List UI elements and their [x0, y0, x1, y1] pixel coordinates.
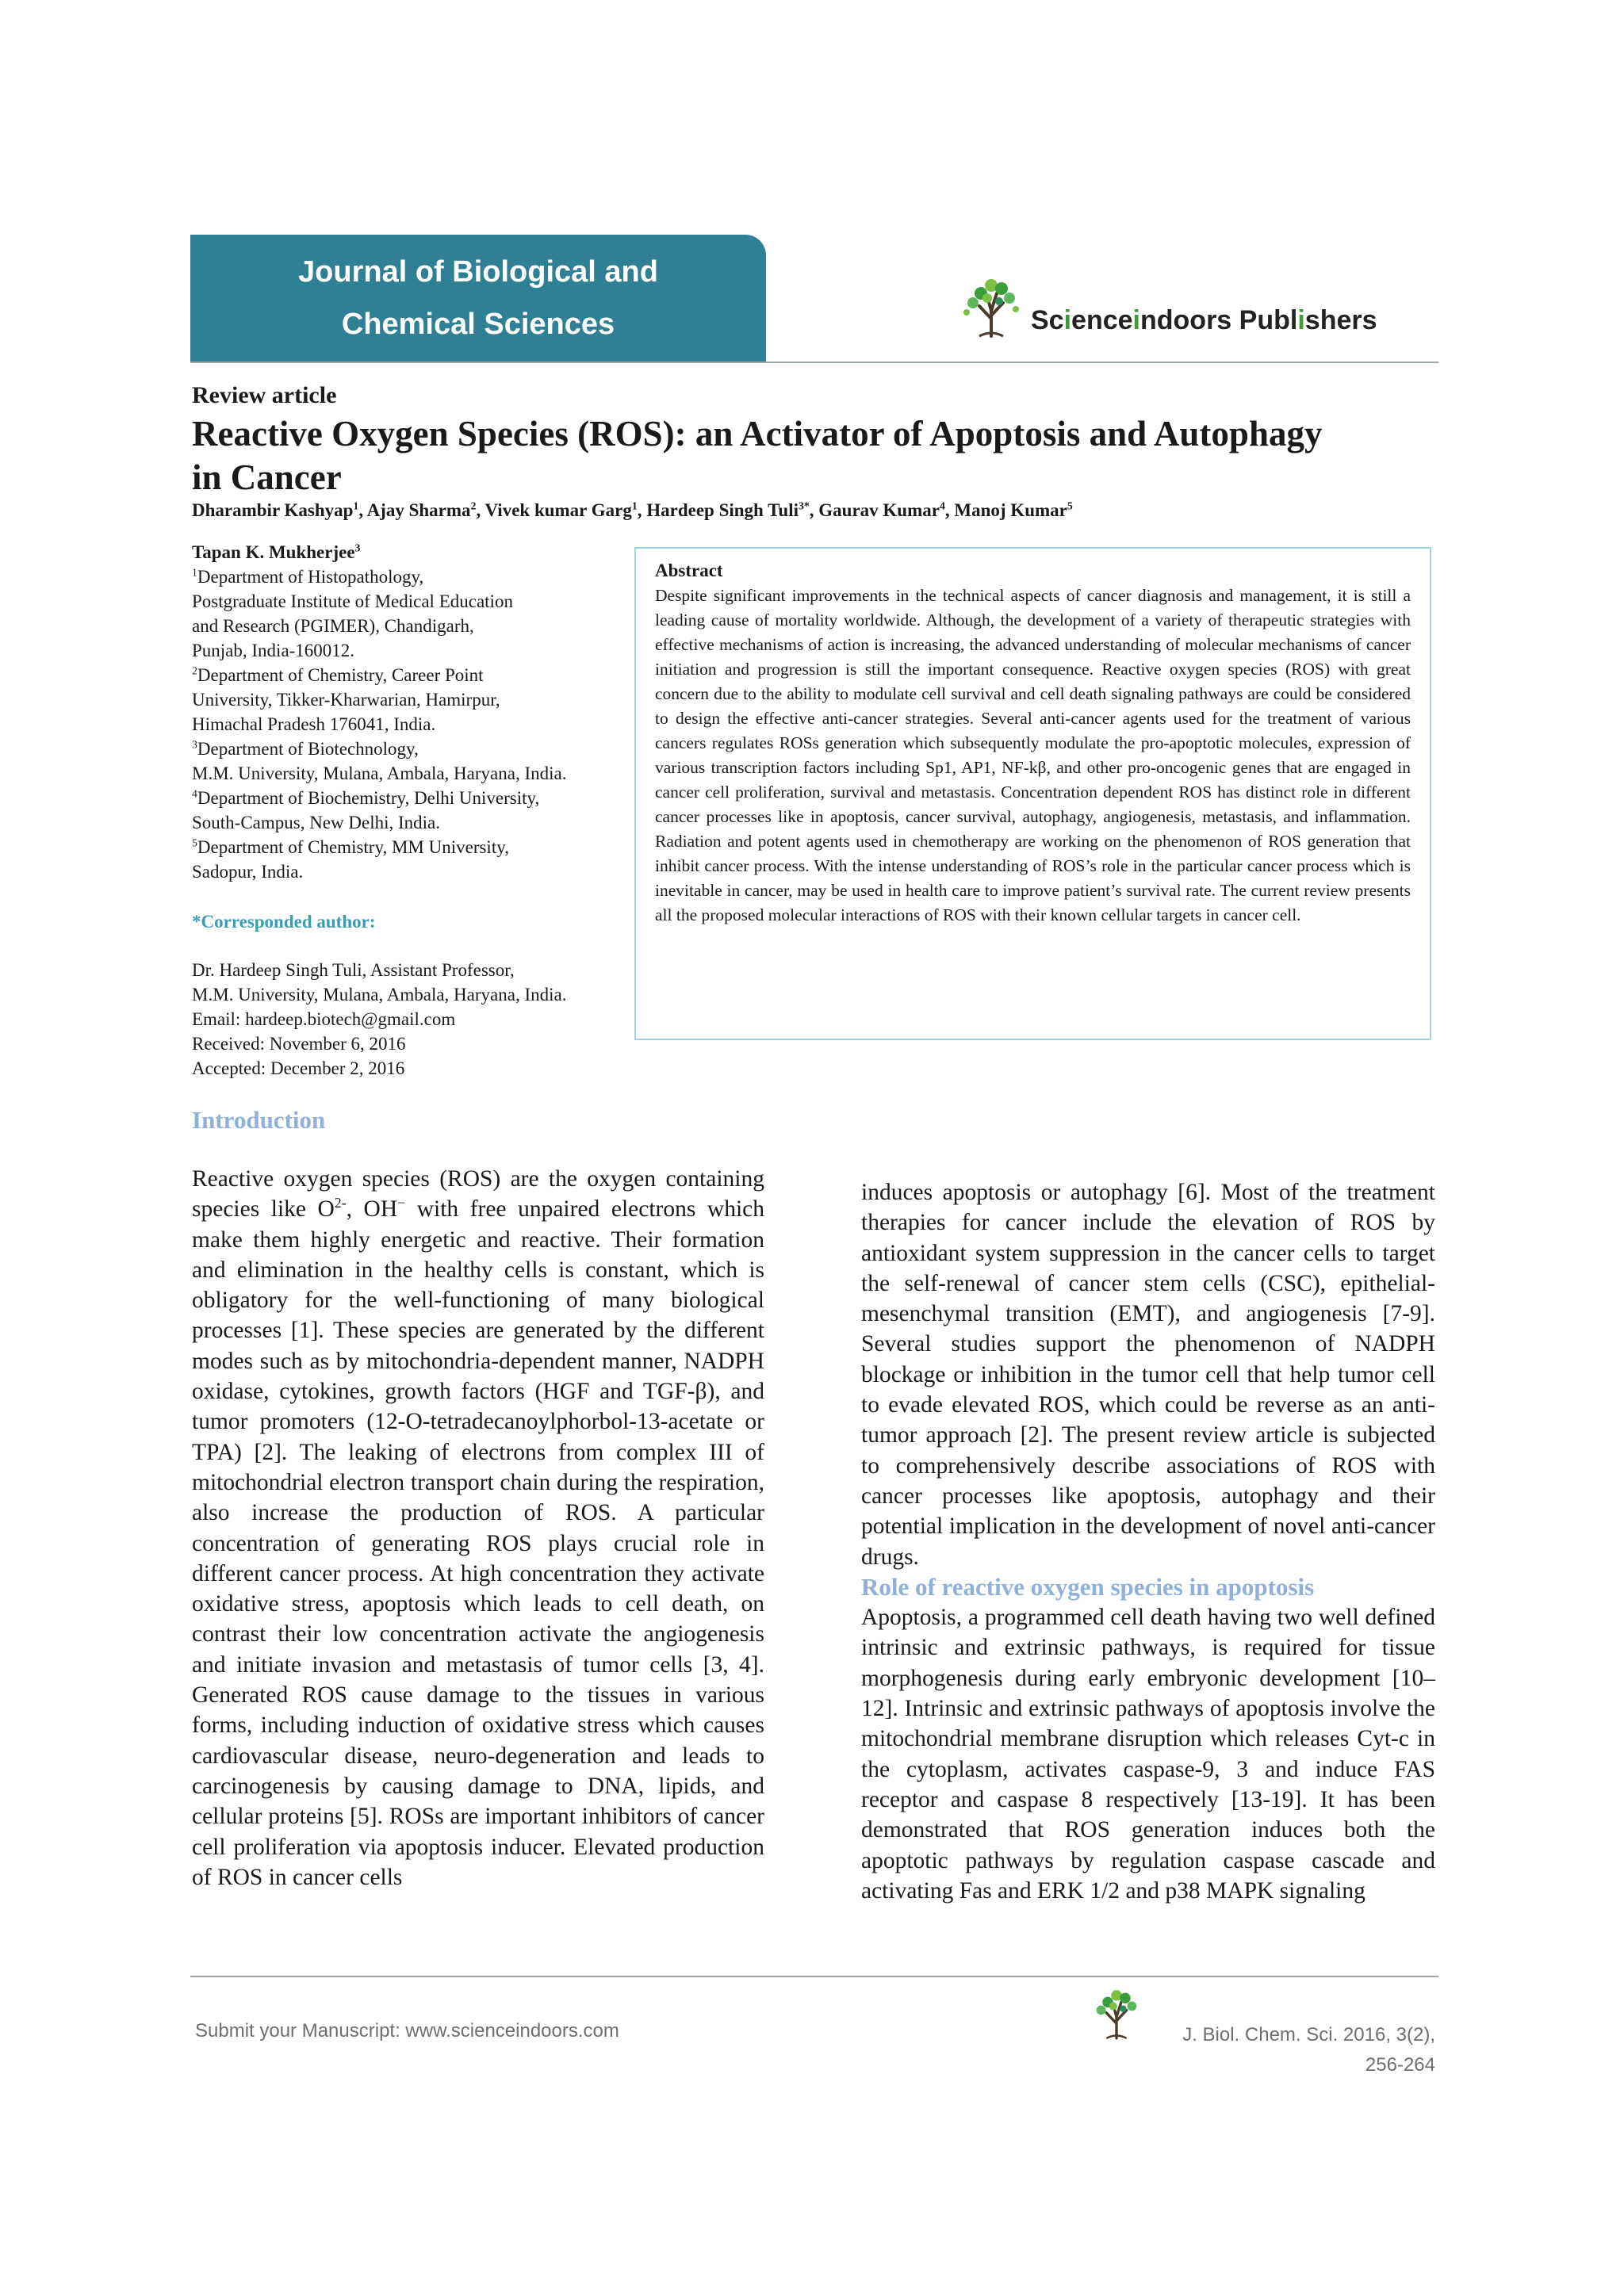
publisher-name-part: i — [1132, 305, 1140, 335]
superscript: 2- — [334, 1195, 347, 1211]
correspondence-line: Accepted: December 2, 2016 — [192, 1058, 405, 1078]
author: Manoj Kumar$^5$ — [954, 499, 1073, 520]
body-column-right — [861, 1177, 1435, 1906]
publisher-name-part: i — [1063, 305, 1072, 335]
publisher-name-part: ndoors Publ — [1140, 305, 1298, 335]
author: Hardeep Singh Tuli$^{3*}$ — [646, 499, 810, 520]
affiliation-line: University, Tikker-Kharwarian, Hamirpur, — [192, 690, 500, 710]
author: Vivek kumar Garg$^1$ — [485, 499, 638, 520]
affiliation-line: and Research (PGIMER), Chandigarh, — [192, 616, 474, 636]
abstract-text: Despite significant improvements in the technical aspects of cancer diagnosis and management, it is still a leading cause of mortality worldwide. Although, the development of a variety of therapeutic strategies with effective mechanisms of action is increasing, the advanced understanding of molecular mechanisms of cancer initiation and progression is still the important consequence. Reactive oxygen species (ROS) with great concern due to the ability to modulate cell survival and cell death signaling pathways are could be considered to design the effective anti-cancer strategies. Several anti-cancer agents used for the treatment of various cancers regulates ROSs generation which subsequently modulate the pro-apoptotic molecules, expression of various transcription factors including Sp1, AP1, NF-kβ, and other pro-oncogenic genes that are engaged in cancer cell proliferation, survival and metastasis. Concentration dependent ROS has distinct role in different cancer processes like in apoptosis, cancer survival, autophagy, angiogenesis, metastasis, and inflammation. Radiation and potent agents used in chemotherapy are working on the phenomenon of ROS generation that inhibit cancer process. With the intense understanding of ROS’s role in the particular cancer process which is inevitable in cancer, may be used in health care to improve patient’s survival rate. The current review presents all the proposed molecular interactions of ROS with their known cellular targets in cancer cell. — [655, 586, 1411, 924]
footer-divider — [190, 1976, 1438, 1977]
correspondence-line: Email: hardeep.biotech@gmail.com — [192, 1009, 456, 1029]
publisher-name-part: shers — [1304, 305, 1377, 335]
footer-submit-text: Submit your Manuscript: www.scienceindoors.com — [195, 2020, 619, 2042]
affiliations — [192, 564, 644, 884]
apoptosis-section-heading: Role of reactive oxygen species in apoptosis — [861, 1572, 1315, 1601]
journal-banner — [190, 235, 766, 363]
author: Ajay Sharma$^2$ — [366, 499, 477, 520]
correspondence-details — [192, 958, 566, 1081]
publisher-name-part: ence — [1071, 305, 1133, 335]
citation-line: J. Biol. Chem. Sci. 2016, 3(2), — [1182, 2024, 1435, 2045]
affiliation-line: $^1$Department of Histopathology, — [192, 566, 424, 587]
affiliation-line: $^4$Department of Biochemistry, Delhi University, — [192, 787, 540, 808]
header-divider — [190, 362, 1438, 363]
publisher-name — [1031, 305, 1377, 336]
article-title — [192, 412, 1429, 499]
title-line2: in Cancer — [192, 457, 342, 497]
corresponding-author-label: *Corresponded author: — [192, 912, 376, 932]
correspondence-line: Received: November 6, 2016 — [192, 1034, 406, 1054]
affiliation-line: Sadopur, India. — [192, 862, 304, 882]
journal-title-line2: Chemical Sciences — [341, 308, 615, 341]
author: Tapan K. Mukherjee$^3$ — [192, 541, 361, 562]
citation-line: 256-264 — [1365, 2054, 1435, 2076]
correspondence-line: M.M. University, Mulana, Ambala, Haryana, India. — [192, 985, 567, 1004]
body-column-left — [192, 1164, 764, 1892]
introduction-paragraph: induces apoptosis or autophagy [6]. Most of the treatment therapies for cancer include the elevation of ROS by antioxidant system suppression in the cancer cells to target the self-renewal of cancer stem cells (CSC), epithelial-mesenchymal transition (EMT), and angiogenesis [7-9]. Several studies support the phenomenon of NADPH blockage or inhibition in the tumor cell that help tumor cell to evade elevated ROS, which could be reverse as an anti-tumor approach [2]. The present review article is subjected to comprehensively describe associations of ROS with cancer processes like apoptosis, autophagy and their potential implication in the development of novel anti-cancer drugs. — [861, 1180, 1435, 1570]
affiliation-line: $^5$Department of Chemistry, MM University, — [192, 836, 509, 857]
abstract-heading: Abstract — [655, 561, 723, 580]
tree-logo-icon — [1086, 1982, 1147, 2042]
publisher-name-part: Sc — [1031, 305, 1064, 335]
abstract-box — [634, 547, 1431, 1040]
journal-title-line1: Journal of Biological and — [298, 255, 658, 289]
footer-citation — [1158, 2020, 1435, 2080]
superscript: − — [397, 1195, 406, 1211]
publisher-name-part: i — [1297, 305, 1305, 335]
article-type: Review article — [192, 382, 337, 408]
affiliation-line: Himachal Pradesh 176041, India. — [192, 714, 436, 734]
affiliation-line: Postgraduate Institute of Medical Education — [192, 591, 513, 611]
affiliation-line: South-Campus, New Delhi, India. — [192, 813, 441, 832]
affiliation-line: $^2$Department of Chemistry, Career Point — [192, 664, 484, 685]
affiliation-line: Punjab, India-160012. — [192, 641, 355, 660]
title-line1: Reactive Oxygen Species (ROS): an Activator of Apoptosis and Autophagy — [192, 414, 1323, 453]
author: Gaurav Kumar$^4$ — [818, 499, 945, 520]
introduction-heading: Introduction — [192, 1106, 326, 1134]
body-text: with free unpaired electrons which make them highly energetic and reactive. Their formation and elimination in the healthy cells is constant, which is obligatory for the well-functioning of many biological processes [1]. These species are generated by the different modes such as by mitochondria-dependent manner, NADPH oxidase, cytokines, growth factors (HGF and TGF-β), and tumor promoters (12-O-tetradecanoylphorbol-13-acetate or TPA) [2]. The leaking of electrons from complex III of mitochondrial electron transport chain during the respiration, also increase the production of ROS. A particular concentration of generating ROS plays crucial role in different cancer process. At high concentration they activate oxidative stress, apoptosis which leads to cell death, on contrast their low concentration activate the angiogenesis and initiate invasion and metastasis of tumor cells [3, 4]. Generated ROS cause damage to the tissues in various forms, including induction of oxidative stress which causes cardiovascular disease, neuro-degeneration and leads to carcinogenesis by causing damage to DNA, lipids, and cellular proteins [5]. ROSs are important inhibitors of cancer cell proliferation via apoptosis inducer. Elevated production of ROS in cancer cells — [192, 1196, 764, 1890]
body-text: , OH — [346, 1196, 398, 1223]
apoptosis-paragraph: Apoptosis, a programmed cell death having two well defined intrinsic and extrinsic pathways, is required for tissue morphogenesis during early embryonic development [10–12]. Intrinsic and extrinsic pathways of apoptosis involve the mitochondrial membrane disruption which releases Cyt-c in the cytoplasm, activates caspase-9, 3 and induce FAS receptor and caspase 8 respectively [13-19]. It has been demonstrated that ROS generation induces both the apoptotic pathways by regulation caspase cascade and activating Fas and ERK 1/2 and p38 MAPK signaling — [861, 1605, 1435, 1904]
author-list: Dharambir Kashyap$^1$, Ajay Sharma$^2$, Vivek kumar Garg$^1$, Hardeep Singh Tuli$^{3*}$, Gaurav Kumar$^4$, Manoj Kumar$^5$ — [192, 499, 1073, 520]
correspondence-line: Dr. Hardeep Singh Tuli, Assistant Professor, — [192, 960, 515, 980]
affiliation-line: $^3$Department of Biotechnology, — [192, 738, 419, 759]
affiliation-line: M.M. University, Mulana, Ambala, Haryana, India. — [192, 763, 567, 783]
body-text: Reactive oxygen species (ROS) are the oxygen containing species like O — [192, 1166, 764, 1223]
author-list-continued — [192, 542, 360, 563]
author: Dharambir Kashyap$^1$ — [192, 499, 359, 520]
tree-logo-icon — [956, 270, 1027, 341]
